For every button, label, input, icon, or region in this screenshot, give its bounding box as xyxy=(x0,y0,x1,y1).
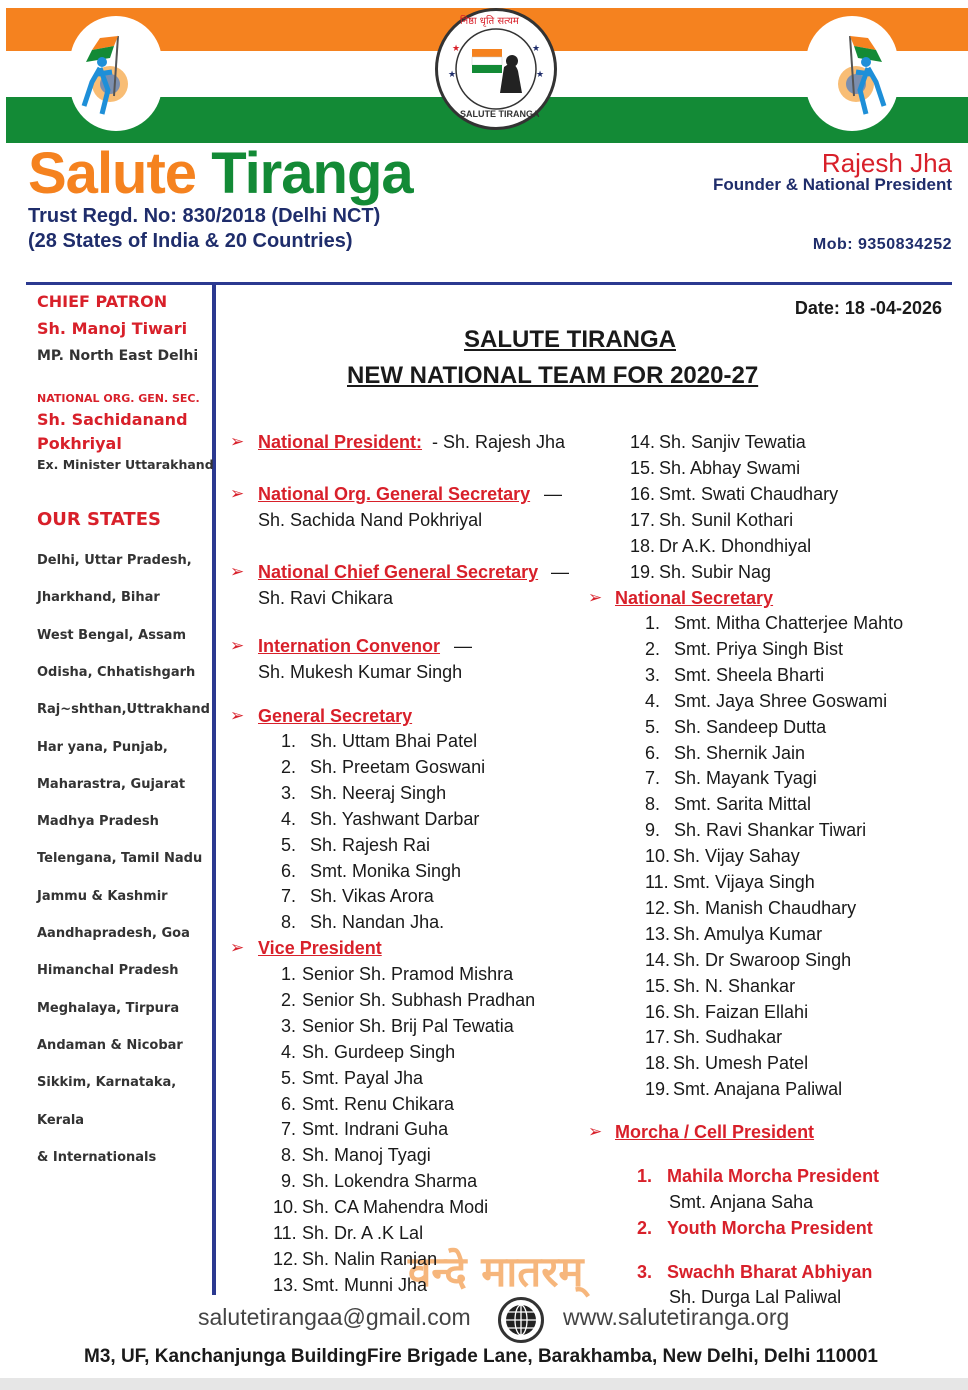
globe-icon xyxy=(498,1297,544,1343)
arrow-bullet-icon: ➢ xyxy=(230,636,245,655)
list-number: 17. xyxy=(645,1027,671,1048)
emblem-hindi-text: निष्ठा धृति सत्यम xyxy=(460,16,519,27)
national-president-name: - Sh. Rajesh Jha xyxy=(432,432,566,452)
address: M3, UF, Kanchanjunga BuildingFire Brigade Lane, Barakhamba, New Delhi, Delhi 110001 xyxy=(84,1346,878,1367)
national-secretary-item: Sh. Faizan Ellahi xyxy=(673,1001,809,1022)
vice-president-item: Smt. Munni Jha xyxy=(302,1274,428,1295)
state-item: Delhi, Uttar Pradesh, xyxy=(37,553,192,568)
list-number: 5. xyxy=(281,1067,297,1088)
vice-president-item: Smt. Swati Chaudhary xyxy=(659,484,839,504)
national-secretary-item: Smt. Priya Singh Bist xyxy=(674,638,844,659)
morcha-number: 3. xyxy=(637,1262,653,1282)
list-number: 19. xyxy=(645,1079,671,1100)
vice-president-item: Dr A.K. Dhondhiyal xyxy=(659,536,812,556)
vice-president-item: Smt. Payal Jha xyxy=(302,1067,424,1088)
vice-president-item: Senior Sh. Pramod Mishra xyxy=(302,964,514,984)
org-sec-name-1: Sh. Sachidanand xyxy=(37,410,188,429)
list-number: 7. xyxy=(281,1119,297,1140)
list-number: 18. xyxy=(630,536,656,556)
list-number: 4. xyxy=(645,690,661,711)
list-number: 11. xyxy=(273,1223,297,1243)
national-secretary-item: Sh. N. Shankar xyxy=(673,975,796,996)
list-number: 9. xyxy=(645,820,661,841)
national-secretary-item: Sh. Vijay Sahay xyxy=(673,846,800,867)
runner-logo-right xyxy=(806,16,898,131)
list-number: 14. xyxy=(645,949,671,970)
morcha-number: 2. xyxy=(637,1218,653,1238)
list-number: 7. xyxy=(645,768,661,789)
list-number: 10. xyxy=(273,1197,299,1218)
morcha-name: Smt. Anjana Saha xyxy=(669,1192,814,1212)
org-sec-name-2: Pokhriyal xyxy=(37,434,122,453)
general-secretary-item: Sh. Vikas Arora xyxy=(310,886,434,907)
state-item: & Internationals xyxy=(37,1149,157,1165)
arrow-bullet-icon: ➢ xyxy=(230,562,245,581)
general-secretary-item: Sh. Uttam Bhai Patel xyxy=(310,731,478,751)
state-item: Kerala xyxy=(37,1112,85,1128)
vice-president-item: Smt. Indrani Guha xyxy=(302,1119,449,1140)
list-number: 2. xyxy=(281,756,297,777)
list-number: 2. xyxy=(281,989,297,1010)
national-secretary-item: Smt. Sheela Bharti xyxy=(674,664,825,685)
list-number: 3. xyxy=(645,664,661,685)
org-name-green: Tiranga xyxy=(211,141,413,206)
org-name-saffron: Salute xyxy=(28,141,197,206)
national-secretary-item: Sh. Mayank Tyagi xyxy=(674,768,817,789)
list-number: 4. xyxy=(281,808,297,829)
state-item: Har yana, Punjab, xyxy=(37,739,168,755)
org-name xyxy=(28,140,413,207)
list-number: 1. xyxy=(281,731,297,751)
list-number: 5. xyxy=(645,716,661,737)
vice-president-item: Sh. Dr. A .K Lal xyxy=(302,1223,424,1243)
national-secretary-item: Sh. Ravi Shankar Tiwari xyxy=(674,820,867,841)
convenor-name: Sh. Mukesh Kumar Singh xyxy=(258,662,463,682)
list-number: 12. xyxy=(273,1248,299,1269)
national-secretary-item: Sh. Manish Chaudhary xyxy=(673,897,857,918)
state-item: Raj~shthan,Uttrakhand xyxy=(37,702,210,718)
list-number: 1. xyxy=(645,613,661,633)
list-number: 15. xyxy=(645,975,671,996)
general-secretary-item: Sh. Yashwant Darbar xyxy=(310,808,480,829)
list-number: 6. xyxy=(281,860,297,881)
morcha-name: Sh. Durga Lal Paliwal xyxy=(669,1287,842,1307)
svg-text:★: ★ xyxy=(536,69,545,79)
list-number: 6. xyxy=(281,1093,297,1114)
salute-tiranga-emblem xyxy=(435,8,557,130)
emblem-text: SALUTE TIRANGA xyxy=(460,109,540,119)
state-item: Jharkhand, Bihar xyxy=(37,590,160,606)
vice-president-label: Vice President xyxy=(258,938,382,958)
state-item: Maharastra, Gujarat xyxy=(37,776,186,792)
vice-president-item: Sh. Nalin Ranjan xyxy=(302,1248,438,1269)
header-divider xyxy=(26,282,952,285)
general-secretary-item: Smt. Monika Singh xyxy=(310,860,462,881)
general-secretary-item: Sh. Neeraj Singh xyxy=(310,782,447,803)
general-secretary-item: Sh. Nandan Jha. xyxy=(310,912,445,933)
list-number: 7. xyxy=(281,886,297,907)
title-line-2: NEW NATIONAL TEAM FOR 2020-27 xyxy=(347,362,759,389)
morcha-title: Swachh Bharat Abhiyan xyxy=(667,1262,873,1282)
national-secretary-item: Sh. Sudhakar xyxy=(673,1027,783,1048)
list-number: 5. xyxy=(281,834,297,855)
list-number: 16. xyxy=(630,484,656,504)
list-number: 15. xyxy=(630,458,656,478)
list-number: 18. xyxy=(645,1053,671,1074)
vice-president-item: Sh. Abhay Swami xyxy=(659,458,801,478)
reach-text: (28 States of India & 20 Countries) xyxy=(28,230,353,252)
list-number: 17. xyxy=(630,510,656,530)
convenor-label: Internation Convenor xyxy=(258,636,441,656)
state-item: Himanchal Pradesh xyxy=(37,963,179,979)
org-gen-sec-name: Sh. Sachida Nand Pokhriyal xyxy=(258,510,483,530)
list-number: 8. xyxy=(281,1145,297,1166)
list-number: 8. xyxy=(281,912,297,933)
list-number: 16. xyxy=(645,1001,671,1022)
arrow-bullet-icon: ➢ xyxy=(230,484,245,503)
national-secretary-item: Smt. Vijaya Singh xyxy=(673,872,815,892)
vice-president-item: Sh. CA Mahendra Modi xyxy=(302,1197,489,1218)
trust-regd: Trust Regd. No: 830/2018 (Delhi NCT) xyxy=(28,205,381,227)
org-sec-label: NATIONAL ORG. GEN. SEC. xyxy=(37,392,200,405)
list-number: 3. xyxy=(281,782,297,803)
svg-text:★: ★ xyxy=(532,43,541,53)
date: Date: 18 -04-2026 xyxy=(794,298,942,318)
national-secretary-item: Sh. Dr Swaroop Singh xyxy=(673,949,852,970)
sidebar-divider xyxy=(212,282,216,1295)
list-number: 1. xyxy=(281,964,297,984)
mobile-number: Mob: 9350834252 xyxy=(812,236,952,253)
national-secretary-item: Smt. Jaya Shree Goswami xyxy=(674,690,888,711)
watermark-vande-mataram: वन्दे मातरम् xyxy=(408,1247,584,1296)
morcha-title: Mahila Morcha President xyxy=(667,1166,880,1186)
arrow-bullet-icon: ➢ xyxy=(588,588,603,607)
list-number: 10. xyxy=(645,846,671,867)
national-secretary-item: Sh. Umesh Patel xyxy=(673,1053,809,1074)
morcha-label: Morcha / Cell President xyxy=(615,1122,815,1142)
state-item: Jammu & Kashmir xyxy=(37,888,168,904)
list-number: 14. xyxy=(630,432,656,452)
arrow-bullet-icon: ➢ xyxy=(230,938,245,957)
general-secretary-item: Sh. Preetam Goswani xyxy=(310,756,486,777)
vice-president-item: Sh. Sanjiv Tewatia xyxy=(659,432,806,452)
general-secretary-label: General Secretary xyxy=(258,706,413,726)
dash: — xyxy=(454,636,472,656)
page-bottom-edge xyxy=(0,1378,968,1390)
arrow-bullet-icon: ➢ xyxy=(230,706,245,725)
dash: — xyxy=(551,562,569,582)
vice-president-item: Sh. Manoj Tyagi xyxy=(302,1145,431,1166)
chief-patron-label: CHIEF PATRON xyxy=(37,292,168,311)
vice-president-item: Sh. Gurdeep Singh xyxy=(302,1041,456,1062)
national-secretary-item: Smt. Sarita Mittal xyxy=(674,794,812,815)
national-secretary-item: Sh. Shernik Jain xyxy=(674,742,806,763)
national-president-label: National President: xyxy=(258,432,423,452)
chief-patron-desc: MP. North East Delhi xyxy=(37,348,199,364)
svg-text:★: ★ xyxy=(452,43,461,53)
list-number: 4. xyxy=(281,1041,297,1062)
list-number: 19. xyxy=(630,562,656,582)
chief-gen-sec-label: National Chief General Secretary xyxy=(258,562,539,582)
list-number: 6. xyxy=(645,742,661,763)
dash: — xyxy=(544,484,562,504)
chief-patron-name: Sh. Manoj Tiwari xyxy=(37,319,188,338)
morcha-title: Youth Morcha President xyxy=(667,1218,873,1238)
list-number: 3. xyxy=(281,1015,297,1036)
state-item: West Bengal, Assam xyxy=(37,627,187,643)
list-number: 13. xyxy=(645,923,671,944)
our-states-label: OUR STATES xyxy=(37,509,161,530)
list-number: 2. xyxy=(645,638,661,659)
state-item: Sikkim, Karnataka, xyxy=(37,1075,177,1091)
list-number: 13. xyxy=(273,1274,299,1295)
vice-president-item: Senior Sh. Brij Pal Tewatia xyxy=(302,1015,514,1036)
list-number: 12. xyxy=(645,897,671,918)
state-item: Meghalaya, Tirpura xyxy=(37,1000,180,1016)
vice-president-item: Senior Sh. Subhash Pradhan xyxy=(302,989,536,1010)
vice-president-item: Smt. Renu Chikara xyxy=(302,1093,455,1114)
arrow-bullet-icon: ➢ xyxy=(588,1122,603,1141)
state-item: Madhya Pradesh xyxy=(37,814,159,830)
chief-gen-sec-name: Sh. Ravi Chikara xyxy=(258,588,394,608)
list-number: 9. xyxy=(281,1171,297,1192)
list-number: 8. xyxy=(645,794,661,815)
national-secretary-item: Smt. Mitha Chatterjee Mahto xyxy=(674,613,904,633)
national-secretary-item: Smt. Anajana Paliwal xyxy=(673,1079,843,1100)
arrow-bullet-icon: ➢ xyxy=(230,432,245,451)
svg-text:★: ★ xyxy=(448,69,457,79)
state-item: Odisha, Chhatishgarh xyxy=(37,664,196,680)
state-item: Telengana, Tamil Nadu xyxy=(37,851,203,867)
state-item: Andaman & Nicobar xyxy=(37,1037,183,1053)
title-line-1: SALUTE TIRANGA xyxy=(464,326,676,353)
org-sec-desc: Ex. Minister Uttarakhand xyxy=(37,457,214,472)
runner-logo-left xyxy=(70,16,162,131)
founder-name: Rajesh Jha xyxy=(821,148,952,178)
national-secretary-item: Sh. Amulya Kumar xyxy=(673,923,823,944)
vice-president-item: Sh. Lokendra Sharma xyxy=(302,1171,478,1192)
national-secretary-label: National Secretary xyxy=(615,588,774,608)
general-secretary-item: Sh. Rajesh Rai xyxy=(310,834,431,855)
morcha-number: 1. xyxy=(637,1166,653,1186)
vice-president-item: Sh. Sunil Kothari xyxy=(659,510,794,530)
national-secretary-item: Sh. Sandeep Dutta xyxy=(674,716,827,737)
website-link[interactable]: www.salutetiranga.org xyxy=(563,1304,790,1330)
email-link[interactable]: salutetirangaa@gmail.com xyxy=(198,1304,471,1330)
founder-title: Founder & National President xyxy=(713,175,952,194)
vice-president-item: Sh. Subir Nag xyxy=(659,562,772,582)
org-gen-sec-label: National Org. General Secretary xyxy=(258,484,531,504)
state-item: Aandhapradesh, Goa xyxy=(37,926,190,941)
list-number: 11. xyxy=(645,872,669,892)
